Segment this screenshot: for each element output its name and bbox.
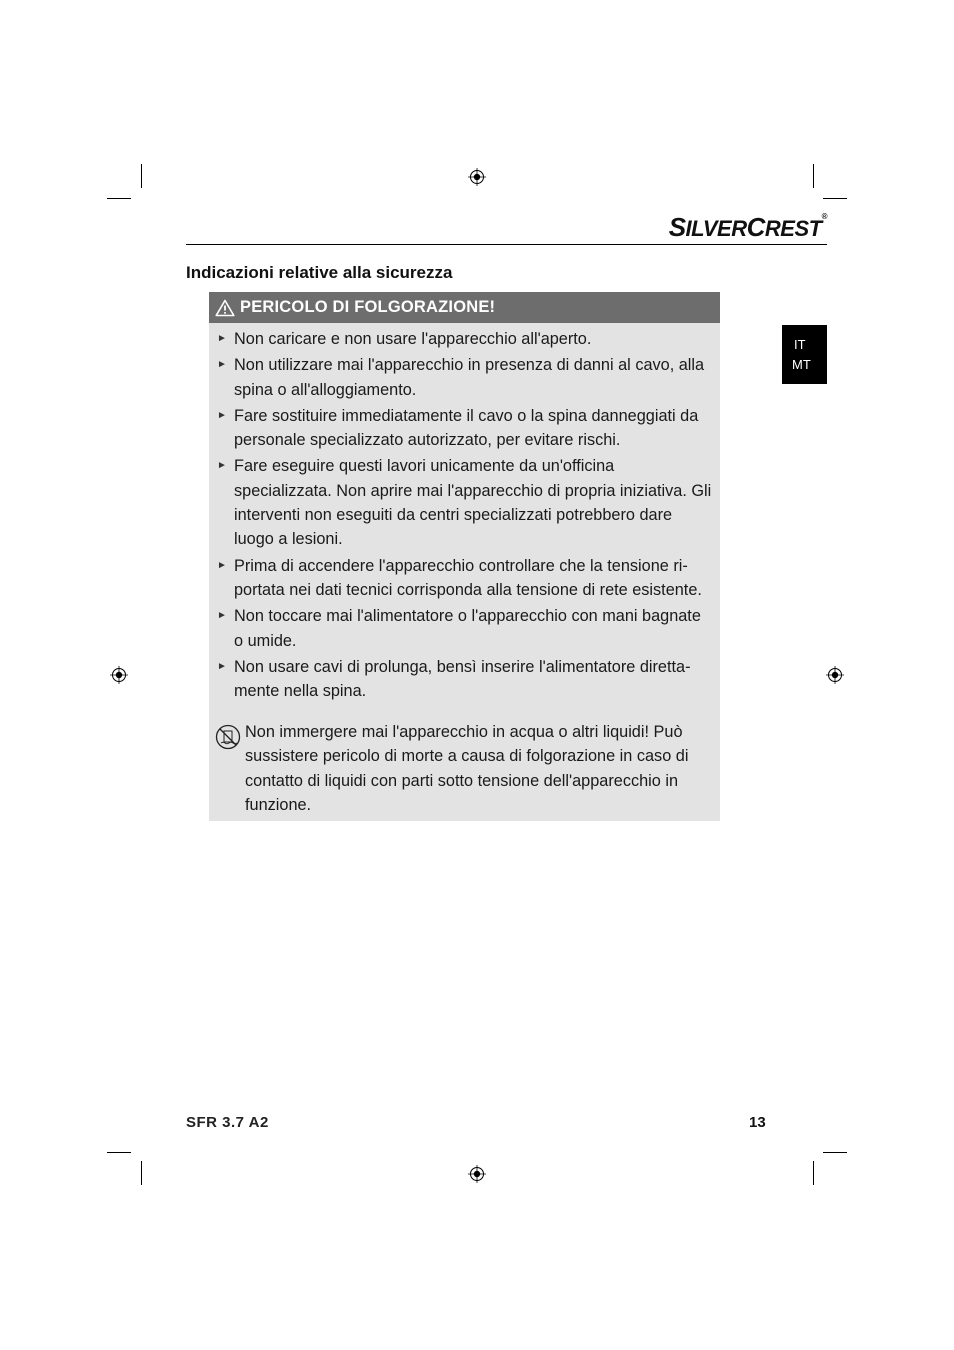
arrow-icon: ► [217, 409, 227, 421]
list-item: ► Non usare cavi di prolunga, bensì inserire l'alimentatore diretta-mente nella spina. [215, 655, 712, 704]
no-immersion-icon [215, 724, 241, 750]
list-item: ► Non utilizzare mai l'apparecchio in presenza di danni al cavo, alla spina o all'alloggiamento. [215, 353, 712, 402]
note-text: Non immergere mai l'apparecchio in acqua o altri liquidi! Può sussistere pericolo di morte a causa di folgorazione in caso di contatto di liquidi con parti sotto tensione dell'apparecchio in funzione. [245, 723, 689, 814]
registration-mark-icon [468, 1165, 486, 1183]
registration-mark-icon [826, 666, 844, 684]
warning-triangle-icon [215, 299, 235, 317]
section-title: Indicazioni relative alla sicurezza [186, 263, 453, 282]
water-warning-note [215, 720, 710, 817]
arrow-icon: ► [217, 359, 227, 371]
crop-mark [141, 164, 142, 188]
arrow-icon: ► [217, 610, 227, 622]
crop-mark [141, 1161, 142, 1185]
crop-mark [813, 1161, 814, 1185]
warning-header [209, 292, 720, 323]
header-rule [186, 244, 827, 245]
arrow-icon: ► [217, 660, 227, 672]
crop-mark [107, 1152, 131, 1153]
list-item: ► Non caricare e non usare l'apparecchio all'aperto. [215, 327, 712, 351]
crop-mark [107, 198, 131, 199]
warning-list [209, 323, 720, 703]
page-number: 13 [749, 1114, 766, 1131]
language-tab [782, 325, 827, 384]
arrow-icon: ► [217, 559, 227, 571]
crop-mark [823, 198, 847, 199]
registration-mark-icon [110, 666, 128, 684]
crop-mark [813, 164, 814, 188]
language-code: IT [794, 337, 806, 352]
arrow-icon: ► [217, 460, 227, 472]
list-item: ► Fare sostituire immediatamente il cavo o la spina danneggiati da personale specializzato autorizzato, per evitare rischi. [215, 404, 712, 453]
crop-mark [823, 1152, 847, 1153]
list-item: ► Non toccare mai l'alimentatore o l'apparecchio con mani bagnate o umide. [215, 604, 712, 653]
language-code: MT [792, 357, 811, 372]
brand-logo: SILVERCREST® [668, 212, 827, 242]
list-item: ► Prima di accendere l'apparecchio controllare che la tensione ri-portata nei dati tecnici corrisponda alla tensione di rete esistente. [215, 554, 712, 603]
model-number: SFR 3.7 A2 [186, 1114, 269, 1131]
warning-box [209, 292, 720, 821]
registration-mark-icon [468, 168, 486, 186]
arrow-icon: ► [217, 333, 227, 344]
warning-title: PERICOLO DI FOLGORAZIONE! [240, 298, 496, 316]
list-item: ► Fare eseguire questi lavori unicamente da un'officina specializzata. Non aprire mai l'apparecchio di propria iniziativa. Gli interventi non eseguiti da centri specializzati potrebbero dare luogo a lesioni. [215, 454, 712, 551]
